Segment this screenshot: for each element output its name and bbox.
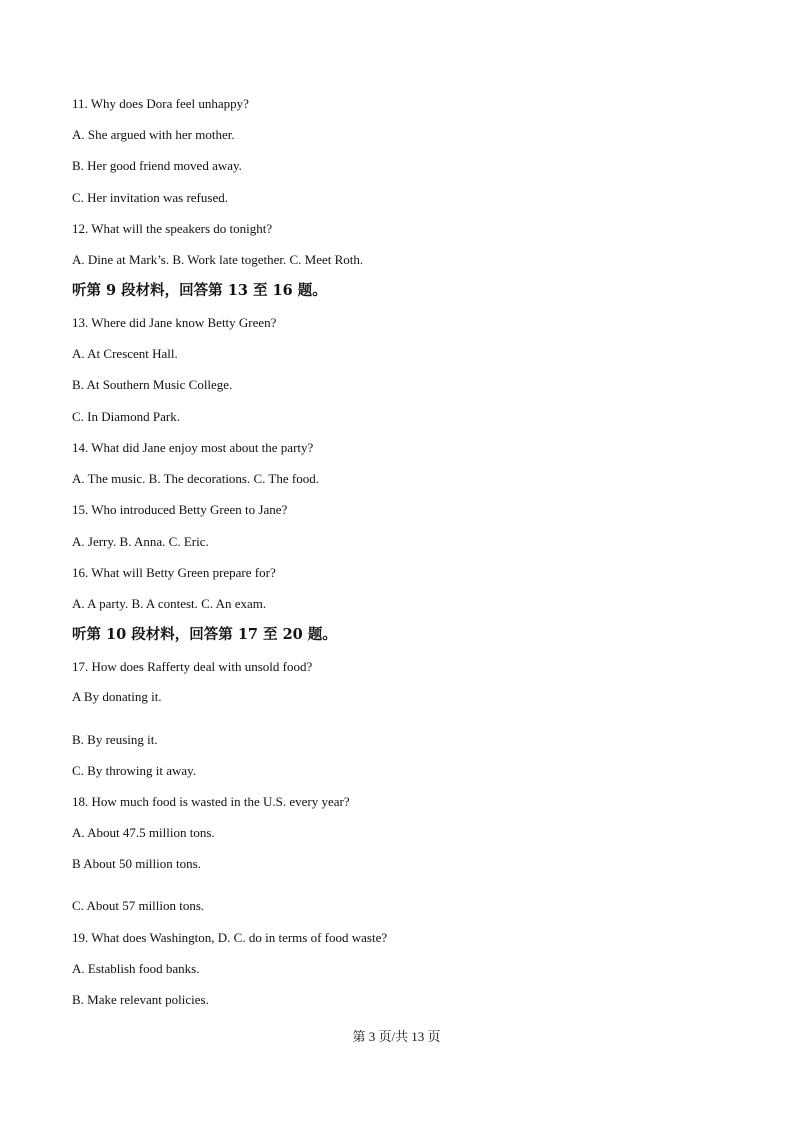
- option-17-b: B. By reusing it.: [72, 732, 158, 747]
- question-15: 15. Who introduced Betty Green to Jane?: [72, 502, 288, 517]
- option-17-c: C. By throwing it away.: [72, 763, 197, 778]
- question-17: 17. How does Rafferty deal with unsold food?: [72, 659, 313, 674]
- options-15: A. Jerry. B. Anna. C. Eric.: [72, 534, 209, 549]
- option-19-a: A. Establish food banks.: [72, 961, 200, 976]
- option-11-c: C. Her invitation was refused.: [72, 190, 228, 205]
- question-19: 19. What does Washington, D. C. do in terms of food waste?: [72, 930, 388, 945]
- option-13-a: A. At Crescent Hall.: [72, 346, 178, 361]
- section-10-heading: 听第 10 段材料，回答第 17 至 20 题。: [72, 626, 337, 643]
- option-18-b: B About 50 million tons.: [72, 856, 201, 871]
- question-14: 14. What did Jane enjoy most about the party?: [72, 440, 314, 455]
- question-13: 13. Where did Jane know Betty Green?: [72, 315, 277, 330]
- question-12: 12. What will the speakers do tonight?: [72, 221, 273, 236]
- option-18-a: A. About 47.5 million tons.: [72, 825, 215, 840]
- options-14: A. The music. B. The decorations. C. The food.: [72, 471, 319, 486]
- option-11-b: B. Her good friend moved away.: [72, 158, 242, 173]
- option-18-c: C. About 57 million tons.: [72, 898, 205, 913]
- question-11: 11. Why does Dora feel unhappy?: [72, 96, 249, 111]
- option-19-b: B. Make relevant policies.: [72, 992, 209, 1007]
- option-17-a: A By donating it.: [72, 689, 162, 704]
- options-12: A. Dine at Mark’s. B. Work late together. C. Meet Roth.: [72, 252, 364, 267]
- section-9-heading: 听第 9 段材料，回答第 13 至 16 题。: [72, 282, 327, 299]
- question-16: 16. What will Betty Green prepare for?: [72, 565, 276, 580]
- option-13-b: B. At Southern Music College.: [72, 377, 233, 392]
- option-13-c: C. In Diamond Park.: [72, 409, 180, 424]
- options-16: A. A party. B. A contest. C. An exam.: [72, 596, 267, 611]
- page-footer: 第 3 页/共 13 页: [352, 1029, 441, 1044]
- option-11-a: A. She argued with her mother.: [72, 127, 235, 142]
- question-18: 18. How much food is wasted in the U.S. every year?: [72, 794, 350, 809]
